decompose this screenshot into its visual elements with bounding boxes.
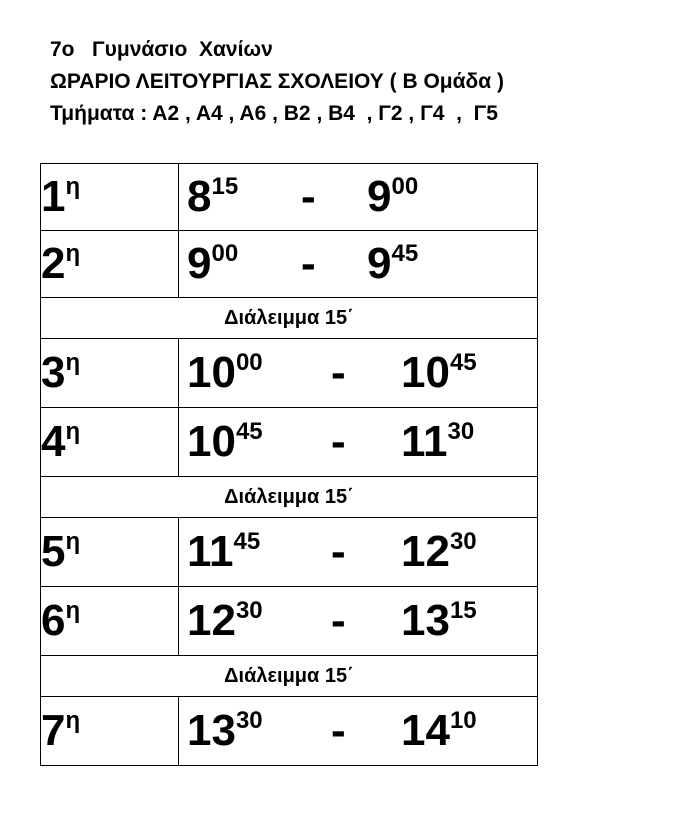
table-row bbox=[41, 231, 538, 298]
period-suffix: η bbox=[65, 173, 81, 200]
table-row bbox=[41, 164, 538, 231]
start-time: $13^{30}$ bbox=[187, 706, 263, 755]
table-row bbox=[41, 408, 538, 477]
schedule-table bbox=[40, 163, 538, 766]
break-row bbox=[41, 656, 538, 697]
period-number: 5 bbox=[41, 527, 66, 576]
end-time: $14^{10}$ bbox=[401, 706, 477, 755]
end-time: $9^{45}$ bbox=[367, 239, 419, 288]
period-number: 4 bbox=[41, 417, 66, 466]
period-cell bbox=[41, 339, 179, 408]
period-number: 1 bbox=[41, 172, 66, 221]
break-row bbox=[41, 477, 538, 518]
period-cell bbox=[41, 231, 179, 298]
period-cell bbox=[41, 518, 179, 587]
end-time: $9^{00}$ bbox=[367, 172, 419, 221]
time-cell bbox=[179, 518, 538, 587]
end-time: $10^{45}$ bbox=[401, 348, 477, 397]
period-cell bbox=[41, 408, 179, 477]
period-number: 3 bbox=[41, 348, 66, 397]
break-label: Διάλειμμα 15΄ bbox=[41, 477, 538, 518]
end-time: $13^{15}$ bbox=[401, 596, 477, 645]
break-label: Διάλειμμα 15΄ bbox=[41, 298, 538, 339]
time-cell bbox=[179, 408, 538, 477]
period-suffix: η bbox=[65, 597, 81, 624]
time-cell bbox=[179, 697, 538, 766]
period-number: 7 bbox=[41, 706, 66, 755]
start-time: $10^{00}$ bbox=[187, 348, 263, 397]
class-sections: Τμήματα : Α2 , Α4 , Α6 , Β2 , Β4 , Γ2 , Γ4 , Γ5 bbox=[50, 102, 498, 125]
table-row bbox=[41, 587, 538, 656]
time-cell bbox=[179, 231, 538, 298]
period-suffix: η bbox=[65, 240, 81, 267]
time-separator: - bbox=[331, 417, 346, 466]
time-separator: - bbox=[331, 348, 346, 397]
time-separator: - bbox=[301, 239, 316, 288]
period-number: 2 bbox=[41, 239, 66, 288]
end-time: $11^{30}$ bbox=[401, 417, 475, 466]
period-suffix: η bbox=[65, 528, 81, 555]
time-separator: - bbox=[331, 527, 346, 576]
break-row bbox=[41, 298, 538, 339]
table-row bbox=[41, 518, 538, 587]
time-separator: - bbox=[331, 706, 346, 755]
start-time: $8^{15}$ bbox=[187, 172, 239, 221]
time-separator: - bbox=[331, 596, 346, 645]
time-cell bbox=[179, 339, 538, 408]
start-time: $12^{30}$ bbox=[187, 596, 263, 645]
school-name: 7ο Γυμνάσιο Χανίων bbox=[50, 38, 273, 61]
period-suffix: η bbox=[65, 707, 81, 734]
period-cell bbox=[41, 587, 179, 656]
time-cell bbox=[179, 587, 538, 656]
break-label: Διάλειμμα 15΄ bbox=[41, 656, 538, 697]
start-time: $9^{00}$ bbox=[187, 239, 239, 288]
start-time: $10^{45}$ bbox=[187, 417, 263, 466]
period-cell bbox=[41, 697, 179, 766]
schedule-title: ΩΡΑΡΙΟ ΛΕΙΤΟΥΡΓΙΑΣ ΣΧΟΛΕΙΟΥ ( Β Ομάδα ) bbox=[50, 70, 505, 93]
time-cell bbox=[179, 164, 538, 231]
time-separator: - bbox=[301, 172, 316, 221]
period-suffix: η bbox=[65, 418, 81, 445]
period-cell bbox=[41, 164, 179, 231]
end-time: $12^{30}$ bbox=[401, 527, 477, 576]
table-row bbox=[41, 697, 538, 766]
table-row bbox=[41, 339, 538, 408]
start-time: $11^{45}$ bbox=[187, 527, 261, 576]
document-header bbox=[50, 34, 504, 130]
period-suffix: η bbox=[65, 349, 81, 376]
period-number: 6 bbox=[41, 596, 66, 645]
